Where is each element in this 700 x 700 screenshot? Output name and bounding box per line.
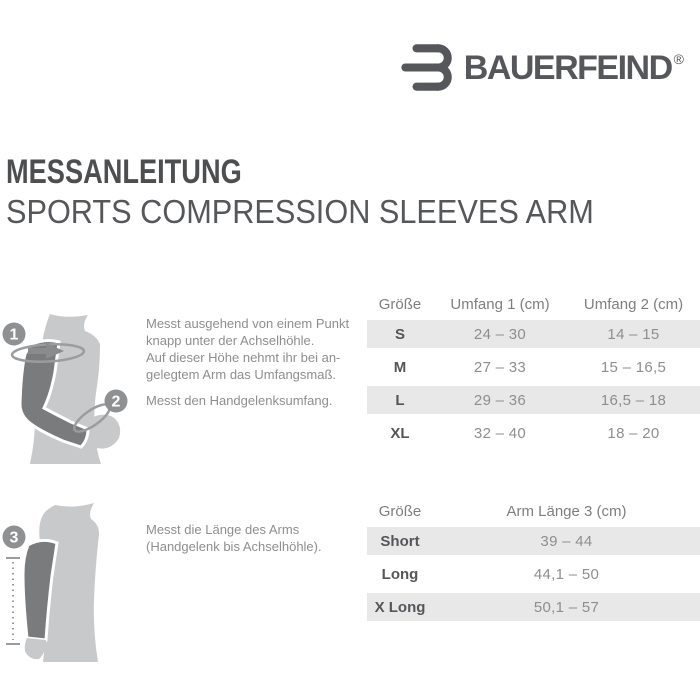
column-header-arm-length: Arm Länge 3 (cm) bbox=[506, 502, 627, 520]
umfang2-cell: 16,5 – 18 bbox=[600, 391, 667, 409]
instruction-line: gelegtem Arm das Umfangsmaß. bbox=[146, 367, 337, 382]
umfang1-cell: 27 – 33 bbox=[473, 358, 527, 376]
size-cell: L bbox=[395, 391, 405, 409]
umfang1-cell: 24 – 30 bbox=[473, 325, 527, 343]
table-row bbox=[367, 527, 700, 555]
step-badge-1-number: 1 bbox=[9, 326, 19, 344]
table-row bbox=[367, 593, 700, 621]
length-cell: 44,1 – 50 bbox=[533, 565, 600, 583]
column-header-size: Größe bbox=[378, 502, 422, 520]
size-cell: S bbox=[394, 325, 405, 343]
size-cell: Short bbox=[380, 532, 420, 550]
bauerfeind-logo bbox=[401, 44, 684, 92]
instruction-line: Messt ausgehend von einem Punkt bbox=[146, 316, 350, 331]
size-table-header-row bbox=[367, 292, 700, 316]
page-title: MESSANLEITUNG bbox=[6, 153, 242, 191]
instruction-line: Messt die Länge des Arms bbox=[146, 522, 300, 537]
size-cell: X Long bbox=[374, 598, 426, 616]
table-row bbox=[367, 419, 700, 447]
size-cell: XL bbox=[390, 424, 410, 442]
instruction-line: knapp unter der Achselhöhle. bbox=[146, 333, 315, 348]
table-row bbox=[367, 320, 700, 348]
instruction-line: (Handgelenk bis Achselhöhle). bbox=[146, 539, 322, 554]
umfang1-cell: 29 – 36 bbox=[473, 391, 527, 409]
table-row bbox=[367, 353, 700, 381]
table-row bbox=[367, 560, 700, 588]
step-badge-2-number: 2 bbox=[111, 393, 121, 411]
instruction-step-3-text bbox=[146, 521, 361, 555]
column-header-size: Größe bbox=[378, 295, 422, 313]
column-header-umfang2: Umfang 2 (cm) bbox=[583, 295, 684, 313]
step-badge-1 bbox=[3, 323, 26, 346]
arm-circumference-illustration bbox=[0, 314, 140, 464]
step-badge-2 bbox=[105, 390, 128, 413]
umfang1-cell: 32 – 40 bbox=[473, 424, 527, 442]
circumference-size-table bbox=[367, 292, 700, 452]
umfang2-cell: 14 – 15 bbox=[607, 325, 660, 343]
instruction-step-1-text bbox=[146, 315, 361, 383]
length-cell: 39 – 44 bbox=[540, 532, 593, 550]
arm-length-table bbox=[367, 499, 700, 626]
instruction-line: Messt den Handgelenksumfang. bbox=[146, 393, 333, 408]
column-header-umfang1: Umfang 1 (cm) bbox=[450, 295, 550, 313]
length-cell: 50,1 – 57 bbox=[533, 598, 600, 616]
size-cell: Long bbox=[381, 565, 419, 583]
length-table-header-row bbox=[367, 499, 700, 523]
length-measure-dotted-line bbox=[6, 558, 20, 644]
title-block bbox=[6, 153, 638, 230]
instruction-step-2-text bbox=[146, 392, 361, 409]
table-row bbox=[367, 386, 700, 414]
step-badge-3 bbox=[3, 526, 26, 549]
hand-shape bbox=[25, 638, 46, 659]
umfang2-cell: 15 – 16,5 bbox=[600, 358, 667, 376]
step-badge-3-number: 3 bbox=[9, 529, 19, 547]
page-subtitle: SPORTS COMPRESSION SLEEVES ARM bbox=[6, 193, 594, 230]
instruction-line: Auf dieser Höhe nehmt ihr bei an- bbox=[146, 350, 341, 365]
registered-trademark-symbol: ® bbox=[673, 51, 684, 67]
umfang2-cell: 18 – 20 bbox=[607, 424, 660, 442]
arm-length-illustration bbox=[0, 500, 140, 665]
bauerfeind-b-icon bbox=[401, 44, 458, 91]
logo-wordmark: BAUERFEIND bbox=[463, 49, 672, 87]
size-cell: M bbox=[393, 358, 407, 376]
